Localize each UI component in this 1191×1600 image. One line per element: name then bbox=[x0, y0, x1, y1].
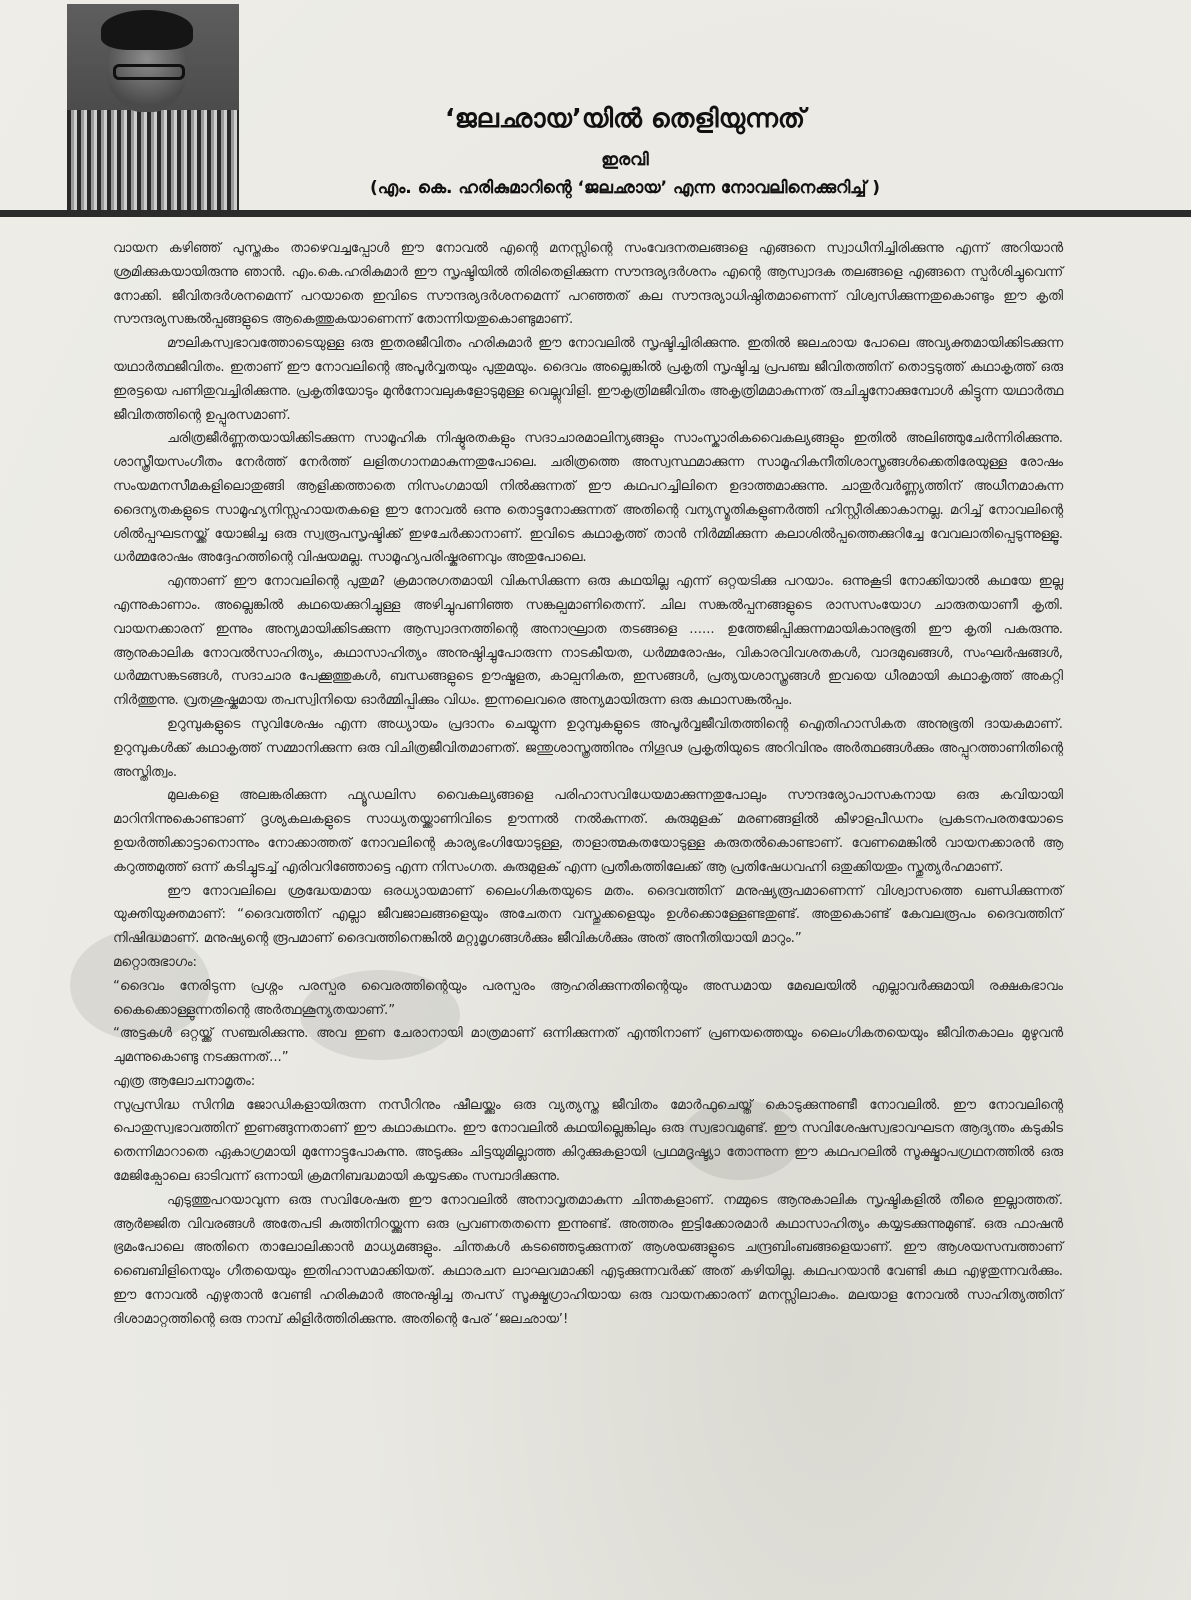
paragraph: ഈ നോവലിലെ ശ്രദ്ധേയമായ ഒരധ്യായമാണ് ലൈംഗികതയുടെ മതം. ദൈവത്തിന് മനുഷ്യരൂപമാണെന്ന് വിശ്വാസത്തെ ഖണ്ഡിക്കുന്നത് യുക്തിയുക്തമാണ്: “ദൈവത്തിന് എല്ലാ ജീവജാലങ്ങളെയും അചേതന വസ്തുക്കളെയും ഉൾക്കൊള്ളേണ്ടതുണ്ട്. അതുകൊണ്ട് കേവലരൂപം ദൈവത്തിന് നിഷിദ്ധമാണ്. മനുഷ്യന്റെ രൂപമാണ് ദൈവത്തിനെങ്കിൽ മറ്റുമൃഗങ്ങൾക്കും ജീവികൾക്കും അത് അനീതിയായി മാറും.” bbox=[113, 883, 1063, 947]
paragraph: ഉറുമ്പുകളുടെ സുവിശേഷം എന്ന അധ്യായം പ്രദാനം ചെയ്യുന്ന ഉറുമ്പുകളുടെ അപൂർവ്വജീവിതത്തിന്റെ ഐതിഹാസികത അനുഭൂതി ദായകമാണ്. ഉറുമ്പുകൾക്ക് കഥാകൃത്ത് സമ്മാനിക്കുന്ന ഒരു വിചിത്രജീവിതമാണത്. ജന്തുശാസ്ത്രത്തിനും നിഗൂഢ പ്രകൃതിയുടെ അറിവിനും അർത്ഥങ്ങൾക്കും അപ്പുറത്താണിതിന്റെ അസ്തിത്വം. bbox=[113, 716, 1063, 780]
paragraph: സുപ്രസിദ്ധ സിനിമ ജോഡികളായിരുന്ന നസീറിനും ഷീലയ്ക്കും ഒരു വ്യത്യസ്ത ജീവിതം മോർഫുചെയ്ത് കൊടുക്കുന്നുണ്ടീ നോവലിൽ. ഈ നോവലിന്റെ പൊതുസ്വഭാവത്തിന് ഇണങ്ങുന്നതാണ് ഈ കഥാകഥനം. ഈ നോവലിൽ കഥയില്ലെങ്കിലും ഒരു സ്വഭാവമുണ്ട്. ഈ സവിശേഷസ്വഭാവഘടന ആദ്യന്തം കടുകിട തെന്നിമാറാതെ ഏകാഗ്രമായി മുന്നോട്ടുപോകുന്നു. അടുക്കും ചിട്ടയുമില്ലാത്ത കിറുക്കുകളായി പ്രഥമദൃഷ്ട്യാ തോന്നുന്ന ഈ കഥപറലിൽ സൂക്ഷ്മാപഗ്രഥനത്തിൽ ഒരു മേജിക്പോലെ ഓടിവന്ന് ഒന്നായി ക്രമനിബദ്ധമായി കയ്യടക്കം സമ്പാദിക്കുന്നു. bbox=[113, 1097, 1063, 1185]
header-divider bbox=[0, 210, 1191, 217]
paragraph: എടുത്തുപറയാവുന്ന ഒരു സവിശേഷത ഈ നോവലിൽ അനാവൃതമാകുന്ന ചിന്തകളാണ്. നമ്മുടെ ആനുകാലിക സൃഷ്ടികളിൽ തീരെ ഇല്ലാത്തത്. ആർജ്ജിത വിവരങ്ങൾ അതേപടി കുത്തിനിറയ്ക്കുന്ന ഒരു പ്രവണതതന്നെ ഇന്നുണ്ട്. അത്തരം ഇട്ടിക്കോരമാർ കഥാസാഹിത്യം കയ്യടക്കുന്നുമുണ്ട്. ഒരു ഫാഷൻ ഭ്രമംപോലെ അതിനെ താലോലിക്കാൻ മാധ്യമങ്ങളും. ചിന്തകൾ കടഞ്ഞെടുക്കുന്നത് ആശയങ്ങളുടെ ചന്ദ്രബിംബങ്ങളെയാണ്. ഈ ആശയസമ്പത്താണ് ബൈബിളിനെയും ഗീതയെയും ഇതിഹാസമാക്കിയത്. കഥാരചന ലാഘവമാക്കി എടുക്കുന്നവർക്ക് അത് കഴിയില്ല. കഥപറയാൻ വേണ്ടി കഥ എഴുതുന്നവർക്കും. ഈ നോവൽ എഴുതാൻ വേണ്ടി ഹരികുമാർ അനുഷ്ഠിച്ച തപസ് സൂക്ഷ്മഗ്രാഹിയായ ഒരു വായനക്കാരന് മനസ്സിലാകും. മലയാള നോവൽ സാഹിത്യത്തിന് ദിശാമാറ്റത്തിന്റെ ഒരു നാമ്പ് കിളിർത്തിരിക്കുന്നു. അതിന്റെ പേര് ‘ജലഛായ’! bbox=[113, 1192, 1063, 1327]
section-label: മറ്റൊരുഭാഗം: bbox=[113, 954, 197, 970]
section-label: എത്ര ആലോചനാമൃതം: bbox=[113, 1073, 256, 1089]
quote: “അട്ടകൾ ഒറ്റയ്ക്ക് സഞ്ചരിക്കുന്നു. അവ ഇണ ചേരാനായി മാത്രമാണ് ഒന്നിക്കുന്നത് എന്തിനാണ് പ്രണയത്തെയും ലൈംഗികതയെയും ജീവിതകാലം മുഴുവൻ ചുമന്നുകൊണ്ടു നടക്കുന്നത്...” bbox=[113, 1026, 1063, 1066]
quote: “ദൈവം നേരിടുന്ന പ്രശ്നം പരസ്പര വൈരത്തിന്റെയും പരസ്പരം ആഹരിക്കുന്നതിന്റെയും അന്ധമായ മേഖലയിൽ എല്ലാവർക്കുമായി രക്ഷകഭാവം കൈക്കൊള്ളുന്നതിന്റെ അർത്ഥശൂന്യതയാണ്.” bbox=[113, 978, 1063, 1018]
paragraph: മുലകളെ അലങ്കരിക്കുന്ന ഫ്യൂഡലിസ വൈകല്യങ്ങളെ പരിഹാസവിധേയമാക്കുന്നതുപോലും സൗന്ദര്യോപാസകനായ ഒരു കവിയായി മാറിനിന്നുകൊണ്ടാണ് ദൃശ്യകലകളുടെ സാധ്യതയ്ക്കാണിവിടെ ഊന്നൽ നൽകുന്നത്. കുരുമുളക് മരണങ്ങളിൽ കീഴാളപീഡനം പ്രകടനപരതയോടെ ഉയർത്തിക്കാട്ടാനൊന്നും നോക്കാത്തത് നോവലിന്റെ കാര്യഭംഗിയോടുള്ള, താളാത്മകതയോടുള്ള കരുതൽകൊണ്ടാണ്. വേണമെങ്കിൽ വായനക്കാരൻ ആ കറുത്തമുത്ത് ഒന്ന് കടിച്ചുടച്ച് എരിവറിഞ്ഞോട്ടെ എന്ന നിസംഗത. കുരുമുളക് എന്ന പ്രതീകത്തിലേക്ക് ആ പ്രതിഷേധവഹ്നി ഒതുക്കിയതും സ്തുത്യർഹമാണ്. bbox=[113, 788, 1063, 875]
author-photo bbox=[67, 4, 239, 210]
paragraph: വായന കഴിഞ്ഞ് പുസ്തകം താഴെവച്ചപ്പോൾ ഈ നോവൽ എന്റെ മനസ്സിന്റെ സംവേദനതലങ്ങളെ എങ്ങനെ സ്വാധീനിച്ചിരിക്കുന്നു എന്ന് അറിയാൻ ശ്രമിക്കുകയായിരുന്നു ഞാൻ. എം.കെ.ഹരികുമാർ ഈ സൃഷ്ടിയിൽ തിരിതെളിക്കുന്ന സൗന്ദര്യദർശനം എന്റെ ആസ്വാദക തലങ്ങളെ എങ്ങനെ സ്പർശിച്ചുവെന്ന് നോക്കി. ജീവിതദർശനമെന്ന് പറയാതെ ഇവിടെ സൗന്ദര്യദർശനമെന്ന് പറഞ്ഞത് കല സൗന്ദര്യാധിഷ്ഠിതമാണെന്ന് വിശ്വസിക്കുന്നതുകൊണ്ടും ഈ കൃതി സൗന്ദര്യസങ്കൽപ്പങ്ങളുടെ ആകെത്തുകയാണെന്ന് തോന്നിയതുകൊണ്ടുമാണ്. bbox=[113, 241, 1063, 328]
article-body bbox=[113, 237, 1063, 1332]
article-subtitle: (എം. കെ. ഹരികുമാറിന്റെ ‘ജലഛായ’ എന്ന നോവലിനെക്കുറിച്ച് ) bbox=[369, 178, 881, 198]
paragraph: മൗലികസ്വഭാവത്തോടെയുള്ള ഒരു ഇതരജീവിതം ഹരികുമാർ ഈ നോവലിൽ സൃഷ്ടിച്ചിരിക്കുന്നു. ഇതിൽ ജലഛായ പോലെ അവ്യക്തമായിക്കിടക്കുന്ന യഥാർത്ഥജീവിതം. ഇതാണ് ഈ നോവലിന്റെ അപൂർവ്വതയും പുതുമയും. ദൈവം അല്ലെങ്കിൽ പ്രകൃതി സൃഷ്ടിച്ച പ്രപഞ്ച ജീവിതത്തിന് തൊട്ടടുത്ത് കഥാകൃത്ത് ഒരു ഇരട്ടയെ പണിതുവച്ചിരിക്കുന്നു. പ്രകൃതിയോടും മുൻനോവലുകളോടുമുള്ള വെല്ലുവിളി. ഈകൃത്രിമജീവിതം അകൃത്രിമമാകുന്നത് രുചിച്ചുനോക്കുമ്പോൾ കിട്ടുന്ന യഥാർത്ഥ ജീവിതത്തിന്റെ ഉപ്പുരസമാണ്. bbox=[113, 336, 1063, 423]
article-author: ഇരവി bbox=[601, 150, 649, 170]
paragraph: ചരിത്രജീർണ്ണതയായിക്കിടക്കുന്ന സാമൂഹിക നിഷ്ഠൂരതകളും സദാചാരമാലിന്യങ്ങളും സാംസ്കാരികവൈകല്യങ്ങളും ഇതിൽ അലിഞ്ഞുചേർന്നിരിക്കുന്നു. ശാസ്ത്രീയസംഗീതം നേർത്ത് നേർത്ത് ലളിതഗാനമാകുന്നതുപോലെ. ചരിത്രത്തെ അസ്വസ്ഥമാക്കുന്ന സാമൂഹികനീതിശാസ്ത്രങ്ങൾക്കെതിരേയുള്ള രോഷം സംയമനസീമകളിലൊതുങ്ങി ആളിക്കത്താതെ നിസംഗമായി നിൽക്കുന്നത് ഈ കഥപറച്ചിലിനെ ഉദാത്തമാക്കുന്നു. ചാതുർവർണ്ണ്യത്തിന് അധീനമാകുന്ന ദൈന്യതകളുടെ സാമൂഹ്യനിസ്സഹായതകളെ ഈ നോവൽ ഒന്നു തൊട്ടുനോക്കുന്നത് അതിന്റെ വന്യസ്മൃതികളുണർത്തി ഹിസ്റ്റീരിക്കാകാനല്ല. മറിച്ച് നോവലിന്റെ ശിൽപ്പഘടനയ്ക്ക് യോജിച്ച ഒരു സ്വരൂപസൃഷ്ടിക്ക് ഇഴചേർക്കാനാണ്. ഇവിടെ കഥാകൃത്ത് താൻ നിർമ്മിക്കുന്ന കലാശിൽപ്പത്തെക്കുറിച്ചേ വേവലാതിപ്പെടുന്നുള്ളൂ. ധർമ്മരോഷം അദ്ദേഹത്തിന്റെ വിഷയമല്ല. സാമൂഹ്യപരിഷ്കരണവും അതുപോലെ. bbox=[113, 431, 1063, 566]
article-title: ‘ജലഛായ’യിൽ തെളിയുന്നത് bbox=[444, 104, 806, 134]
paragraph: എന്താണ് ഈ നോവലിന്റെ പുതുമ? ക്രമാനുഗതമായി വികസിക്കുന്ന ഒരു കഥയില്ല എന്ന് ഒറ്റയടിക്കു പറയാം. ഒന്നുകൂടി നോക്കിയാൽ കഥയേ ഇല്ല എന്നുകാണാം. അല്ലെങ്കിൽ കഥയെക്കുറിച്ചുള്ള അഴിച്ചുപണിഞ്ഞ സങ്കല്പമാണിതെന്ന്. ചില സങ്കൽപ്പനങ്ങളുടെ രാസസംയോഗ ചാരുതയാണീ കൃതി. വായനക്കാരന് ഇന്നും അന്യമായിക്കിടക്കുന്ന ആസ്വാദനത്തിന്റെ അനാഘ്രാത തടങ്ങളെ ...... ഉത്തേജിപ്പിക്കുന്നമായികാനുഭൂതി ഈ കൃതി പകരുന്നു. ആനുകാലിക നോവൽസാഹിത്യം, കഥാസാഹിത്യം അനുഷ്ഠിച്ചുപോരുന്ന നാടകീയത, ധർമ്മരോഷം, വികാരവിവശതകൾ, വാദമുഖങ്ങൾ, സംഘർഷങ്ങൾ, ധർമ്മസങ്കടങ്ങൾ, സദാചാര പേക്കൂത്തുകൾ, ബന്ധങ്ങളുടെ ഊഷ്മളത, കാല്പനികത, ഇസങ്ങൾ, പ്രത്യയശാസ്ത്രങ്ങൾ ഇവയെ ധീരമായി കഥാകൃത്ത് അകറ്റി നിർത്തുന്നു. വ്രതശുഷ്കമായ തപസ്വിനിയെ ഓർമ്മിപ്പിക്കും വിധം. ഇന്നലെവരെ അന്യമായിരുന്ന ഒരു കഥാസങ്കൽപ്പം. bbox=[113, 574, 1063, 709]
